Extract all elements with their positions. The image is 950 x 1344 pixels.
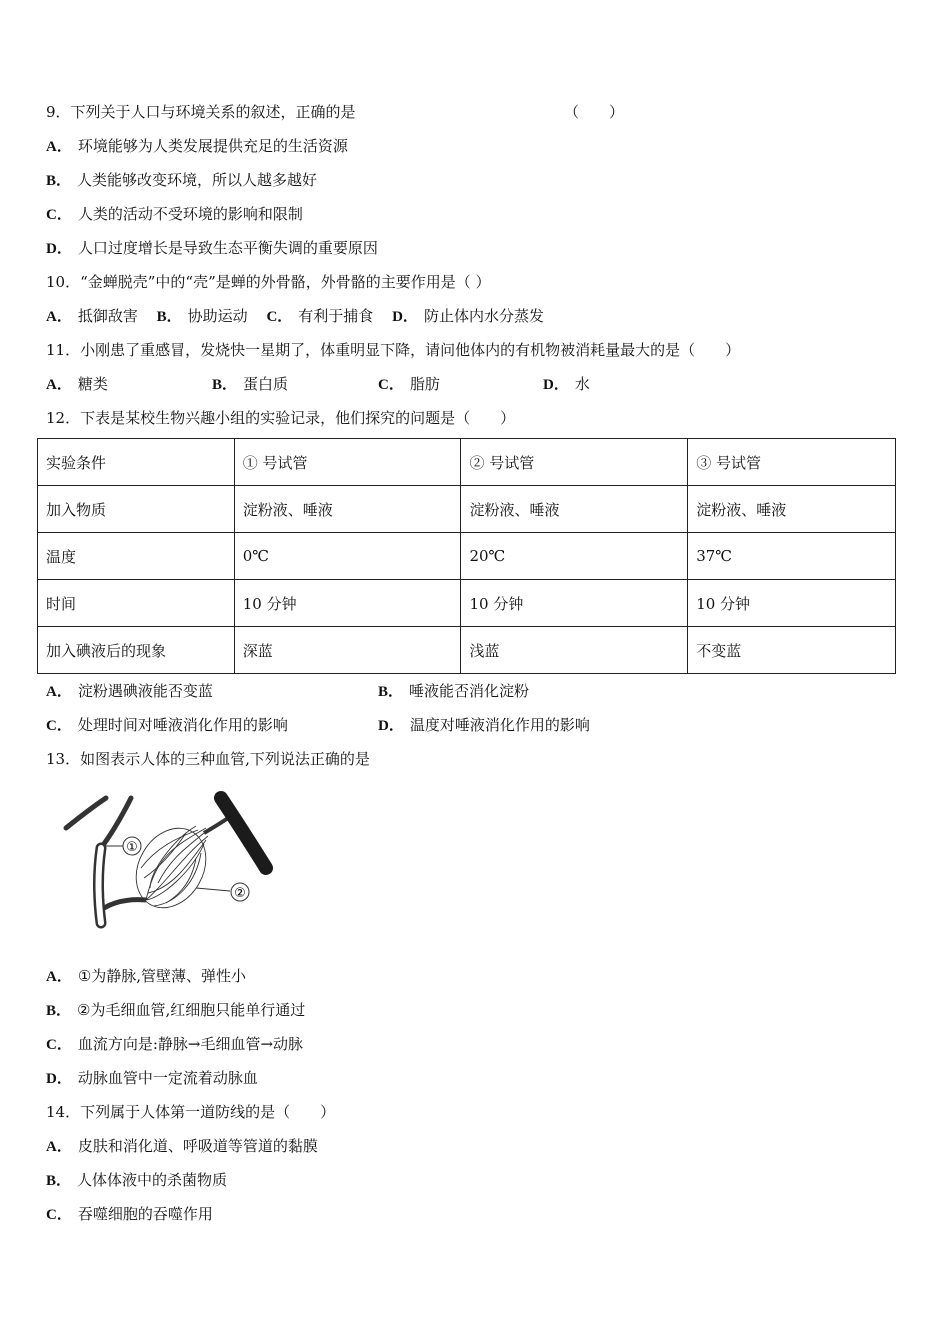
table-row <box>38 486 896 533</box>
table-cell: 淀粉液、唾液 <box>688 486 896 533</box>
q11-option-c: C． 脂肪 <box>378 375 440 393</box>
q13-stem <box>46 749 370 769</box>
q9-stem-text: 9．下列关于人口与环境关系的叙述，正确的是 <box>46 103 356 121</box>
q10-option-c: C． 有利于捕食 <box>266 307 374 325</box>
q12-option-b: B． 唾液能否消化淀粉 <box>378 682 530 700</box>
table-cell: ② 号试管 <box>461 439 688 486</box>
q10-option-b: B． 协助运动 <box>156 307 248 325</box>
q14-option-a: A． 皮肤和消化道、呼吸道等管道的黏膜 <box>46 1137 318 1155</box>
table-cell: 温度 <box>38 533 235 580</box>
table-cell: 加入碘液后的现象 <box>38 627 235 674</box>
q12-option-c: C． 处理时间对唾液消化作用的影响 <box>46 716 288 734</box>
table-cell: 37℃ <box>688 533 896 580</box>
arteriole <box>104 900 146 908</box>
table-cell: 淀粉液、唾液 <box>234 486 461 533</box>
q13-option-a: A． ①为静脉,管壁薄、弹性小 <box>46 967 247 985</box>
label-2: ② <box>234 886 246 901</box>
q9-option-b: B． 人类能够改变环境，所以人越多越好 <box>46 171 318 189</box>
label-leader-2 <box>196 888 230 891</box>
q10-option-a: A． 抵御敌害 <box>46 307 138 325</box>
q11-option-b: B． 蛋白质 <box>212 375 289 393</box>
label-1: ① <box>126 840 138 855</box>
q9-answer-paren <box>564 102 624 122</box>
table-cell: 淀粉液、唾液 <box>461 486 688 533</box>
table-cell: 10 分钟 <box>461 580 688 627</box>
q9-option-c: C． 人类的活动不受环境的影响和限制 <box>46 205 303 223</box>
q13-option-b: B． ②为毛细血管,红细胞只能单行通过 <box>46 1001 306 1019</box>
table-cell: ① 号试管 <box>234 439 461 486</box>
q11-option-a: A． 糖类 <box>46 375 108 393</box>
q14-stem-text: 14．下列属于人体第一道防线的是（ ） <box>46 1103 336 1121</box>
table-cell: 加入物质 <box>38 486 235 533</box>
q14-option-b: B． 人体体液中的杀菌物质 <box>46 1171 228 1189</box>
q14-option-c: C． 吞噬细胞的吞噬作用 <box>46 1205 213 1223</box>
q10-stem <box>46 272 491 292</box>
q12-stem <box>46 408 515 428</box>
artery-branch-upper-left <box>66 798 106 828</box>
q10-option-d: D． 防止体内水分蒸发 <box>392 307 544 325</box>
table-cell: 浅蓝 <box>461 627 688 674</box>
q10-stem-text: 10．“金蝉脱壳”中的“壳”是蝉的外骨骼，外骨骼的主要作用是（ ） <box>46 273 491 291</box>
q9-paren-text: （ ） <box>564 103 625 121</box>
table-cell: 时间 <box>38 580 235 627</box>
q12-option-a: A． 淀粉遇碘液能否变蓝 <box>46 682 213 700</box>
table-cell: ③ 号试管 <box>688 439 896 486</box>
table-cell: 20℃ <box>461 533 688 580</box>
q11-stem-text: 11．小刚患了重感冒，发烧快一星期了，体重明显下降，请问他体内的有机物被消耗量最大的是（ ） <box>46 341 741 359</box>
vein <box>221 798 266 868</box>
q10-options <box>46 306 544 327</box>
q12-stem-text: 12．下表是某校生物兴趣小组的实验记录，他们探究的问题是（ ） <box>46 409 516 427</box>
table-cell: 不变蓝 <box>688 627 896 674</box>
blood-vessel-diagram <box>46 788 276 948</box>
table-row <box>38 533 896 580</box>
q9-stem <box>46 102 356 122</box>
q14-stem <box>46 1102 335 1122</box>
q13-stem-text: 13．如图表示人体的三种血管,下列说法正确的是 <box>46 750 370 768</box>
experiment-table <box>37 438 896 674</box>
q11-stem <box>46 340 740 360</box>
q13-option-c: C． 血流方向是:静脉→毛细血管→动脉 <box>46 1035 304 1053</box>
q12-option-d: D． 温度对唾液消化作用的影响 <box>378 716 590 734</box>
table-cell: 10 分钟 <box>688 580 896 627</box>
table-cell: 实验条件 <box>38 439 235 486</box>
q11-option-d: D． 水 <box>543 375 590 393</box>
blood-vessel-figure <box>46 788 276 948</box>
table-row <box>38 627 896 674</box>
table-row <box>38 439 896 486</box>
table-cell: 深蓝 <box>234 627 461 674</box>
q9-option-d: D． 人口过度增长是导致生态平衡失调的重要原因 <box>46 239 378 257</box>
table-cell: 0℃ <box>234 533 461 580</box>
table-cell: 10 分钟 <box>234 580 461 627</box>
q13-option-d: D． 动脉血管中一定流着动脉血 <box>46 1069 258 1087</box>
q9-option-a: A． 环境能够为人类发展提供充足的生活资源 <box>46 137 348 155</box>
table-row <box>38 580 896 627</box>
